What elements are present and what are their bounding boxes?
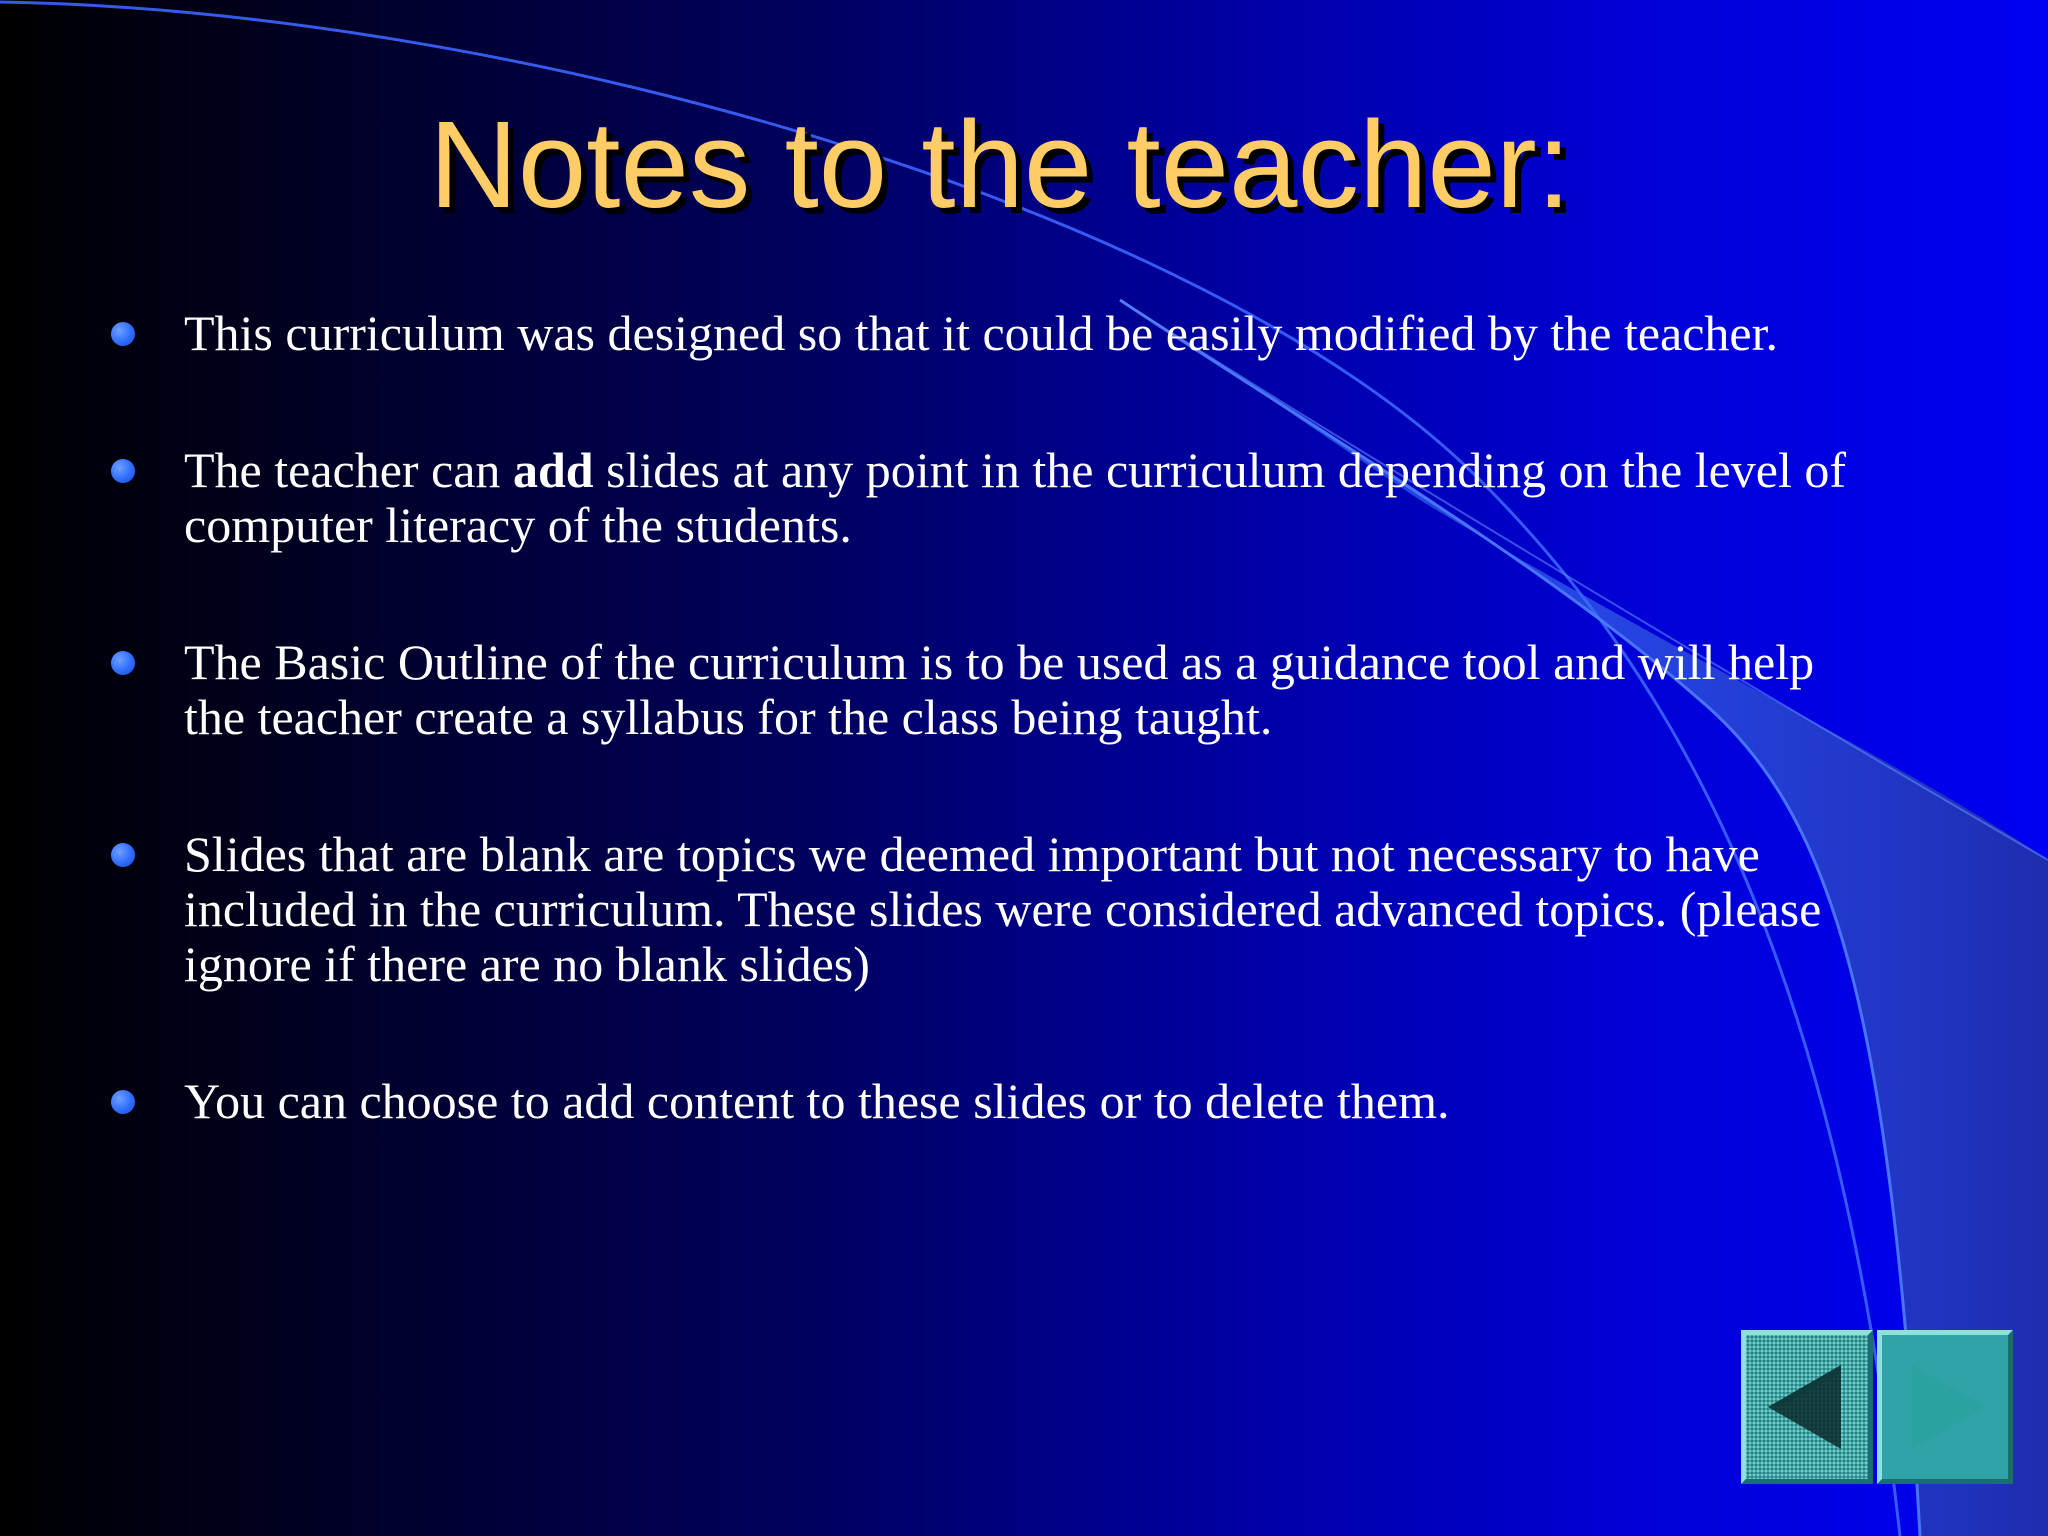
bullet-dot-icon: [111, 459, 135, 483]
triangle-right-icon: [1882, 1335, 2008, 1479]
previous-slide-button[interactable]: [1741, 1330, 1873, 1484]
next-slide-button[interactable]: [1877, 1330, 2013, 1484]
bullet-item: [105, 1074, 1865, 1129]
triangle-left-icon: [1746, 1335, 1868, 1479]
bullet-item: [105, 443, 1865, 553]
bullet-dot-icon: [111, 843, 135, 867]
bullet-dot-icon: [111, 651, 135, 675]
bullet-item: [105, 306, 1865, 361]
bullet-text: The Basic Outline of the curriculum is to be used as a guidance tool and will help the teacher create a syllabus for the class being taught.: [184, 634, 1815, 745]
bullet-text: You can choose to add content to these slides or to delete them.: [184, 1073, 1450, 1129]
bullet-dot-icon: [111, 322, 135, 346]
slide-title: Notes to the teacher:: [429, 97, 1571, 234]
bold-emphasis: add: [512, 442, 594, 498]
bullet-list: [105, 306, 1865, 1129]
bullet-dot-icon: [111, 1090, 135, 1114]
bullet-text: This curriculum was designed so that it could be easily modified by the teacher.: [184, 305, 1779, 361]
bullet-text: The teacher can add slides at any point in the curriculum depending on the level of computer literacy of the students.: [184, 442, 1847, 553]
bullet-text: Slides that are blank are topics we deemed important but not necessary to have included in the curriculum. These slides were considered advanced topics. (please ignore if there are no blank slides): [184, 826, 1822, 992]
bullet-item: [105, 827, 1865, 992]
bullet-item: [105, 635, 1865, 745]
